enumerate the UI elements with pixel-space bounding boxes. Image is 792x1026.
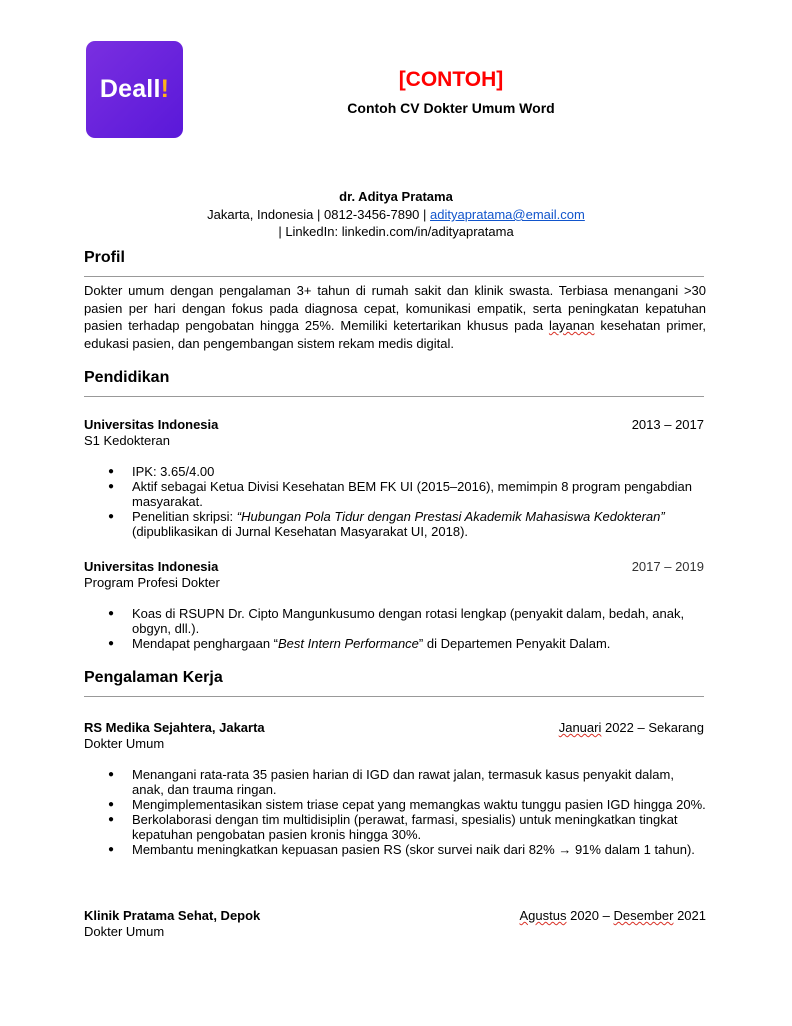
research-suffix: (dipublikasikan di Jurnal Kesehatan Masyarakat UI, 2018). bbox=[132, 524, 469, 539]
spellcheck-word: Januari bbox=[558, 720, 602, 735]
award-suffix: ” di Departemen Penyakit Dalam. bbox=[418, 636, 611, 651]
logo-text: Deall bbox=[99, 75, 161, 103]
list-item: ● IPK: 3.65/4.00 bbox=[108, 464, 708, 479]
location-phone: Jakarta, Indonesia | 0812-3456-7890 | bbox=[207, 207, 431, 222]
education-bullets bbox=[108, 606, 708, 651]
spellcheck-word: Agustus bbox=[519, 908, 567, 923]
list-item: ● Aktif sebagai Ketua Divisi Kesehatan BEM FK UI (2015–2016), memimpin 8 program pengabdian masyarakat. bbox=[108, 479, 708, 509]
list-item bbox=[108, 636, 708, 651]
job-role: Dokter Umum bbox=[84, 924, 165, 939]
job-organization: RS Medika Sejahtera, Jakarta bbox=[84, 720, 265, 735]
section-heading-pendidikan: Pendidikan bbox=[84, 369, 170, 386]
education-institution: Universitas Indonesia bbox=[84, 559, 219, 574]
spellcheck-word: layanan bbox=[548, 318, 595, 333]
section-heading-pengalaman: Pengalaman Kerja bbox=[84, 669, 223, 686]
job-dates-rest: 2022 – Sekarang bbox=[601, 720, 704, 735]
list-item: ● Mengimplementasikan sistem triase cepat yang memangkas waktu tunggu pasien IGD hingga 20%. bbox=[108, 797, 708, 812]
education-dates: 2017 – 2019 bbox=[631, 559, 704, 574]
section-divider bbox=[84, 396, 704, 397]
research-prefix: Penelitian skripsi: bbox=[132, 509, 237, 524]
document-title: Contoh CV Dokter Umum Word bbox=[347, 100, 555, 116]
list-item: ● Menangani rata-rata 35 pasien harian di IGD dan rawat jalan, termasuk kasus penyakit dalam, anak, dan trauma ringan. bbox=[108, 767, 708, 797]
profil-text-part: Dokter umum dengan pengalaman 3+ tahun di rumah sakit dan klinik swasta. Terbiasa menangani >30 pasien per hari dengan fokus pada diagnosa cepat, komunikasi empatik, serta peningkatan kepatuhan pasien terhadap pengobatan hingga 25%. Memiliki ketertarikan khusus pada bbox=[84, 283, 706, 333]
education-header bbox=[84, 417, 704, 432]
section-divider bbox=[84, 696, 704, 697]
job-dates-part: 2020 – bbox=[566, 908, 614, 923]
linkedin-line: | LinkedIn: linkedin.com/in/adityapratama bbox=[278, 224, 514, 239]
list-item: ● Berkolaborasi dengan tim multidisiplin (perawat, farmasi, spesialis) untuk meningkatkan tingkat kepatuhan pengobatan pasien kronis hingga 30%. bbox=[108, 812, 708, 842]
job-header bbox=[84, 720, 704, 735]
example-tag: [CONTOH] bbox=[398, 68, 504, 91]
logo-exclamation: ! bbox=[160, 75, 170, 103]
job-organization: Klinik Pratama Sehat, Depok bbox=[84, 908, 261, 923]
research-title: “Hubungan Pola Tidur dengan Prestasi Akademik Mahasiswa Kedokteran” bbox=[236, 509, 665, 524]
education-bullets bbox=[108, 464, 708, 539]
job-header bbox=[84, 908, 706, 923]
spellcheck-word: Desember bbox=[613, 908, 674, 923]
job-dates-part: 2021 bbox=[673, 908, 706, 923]
education-institution: Universitas Indonesia bbox=[84, 417, 219, 432]
award-title: Best Intern Performance bbox=[278, 636, 419, 651]
job-role: Dokter Umum bbox=[84, 736, 165, 751]
list-item: ● Membantu meningkatkan kepuasan pasien RS (skor survei naik dari 82% → 91% dalam 1 tahun). bbox=[108, 842, 708, 857]
email-link[interactable]: adityapratama@email.com bbox=[430, 207, 585, 222]
job-dates bbox=[520, 908, 707, 923]
list-item bbox=[108, 509, 708, 539]
award-prefix: Mendapat penghargaan “ bbox=[132, 636, 279, 651]
job-dates bbox=[559, 720, 704, 735]
education-degree: Program Profesi Dokter bbox=[84, 575, 220, 590]
profil-text-part: kesehatan primer, edukasi pasien, dan pengembangan sistem rekam medis digital. bbox=[84, 318, 706, 351]
section-divider bbox=[84, 276, 704, 277]
profil-text bbox=[84, 282, 706, 352]
contact-line bbox=[86, 206, 706, 223]
list-item: ● Koas di RSUPN Dr. Cipto Mangunkusumo dengan rotasi lengkap (penyakit dalam, bedah, anak, obgyn, dll.). bbox=[108, 606, 708, 636]
education-dates: 2013 – 2017 bbox=[631, 417, 704, 432]
candidate-name: dr. Aditya Pratama bbox=[339, 189, 453, 204]
education-degree: S1 Kedokteran bbox=[84, 433, 171, 448]
job-bullets bbox=[108, 767, 708, 857]
section-heading-profil: Profil bbox=[84, 249, 125, 266]
education-header bbox=[84, 559, 704, 574]
